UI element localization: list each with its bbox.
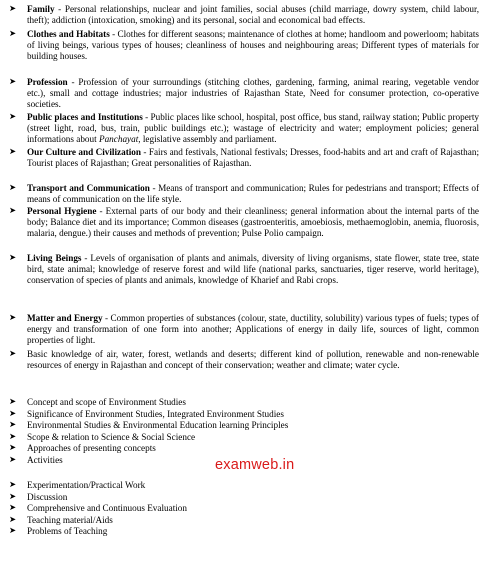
right-arrowhead-icon: ➤ — [9, 206, 17, 216]
list-item: ➤ Teaching material/Aids — [9, 514, 113, 525]
section-family — [9, 4, 479, 26]
list-item: ➤ Problems of Teaching — [9, 526, 108, 536]
list-item: ➤ Comprehensive and Continuous Evaluation — [9, 503, 187, 513]
section-title: Personal Hygiene — [27, 206, 97, 216]
section-text: Basic knowledge of air, water, forest, wetlands and deserts; different kind of pollution, renewable and non-renewable resources of energy in Rajasthan and concept of their conservation; weather and climate; water cycle. — [27, 349, 479, 371]
section-title: Our Culture and Civilization — [27, 147, 142, 157]
section-title: Public places and Institutions — [27, 112, 143, 122]
section-text: - Means of transport and communication; Rules for pedestrians and transport; Effects of means of communication on the life style. — [27, 183, 480, 205]
right-arrowhead-icon: ➤ — [9, 112, 17, 122]
section-text-before: - Public places like school, hospital, post office, bus stand, railway station; Public property (street light, road, bus, train, public buildings etc.); wastage of electricity and water; employment policies; general informations about — [27, 112, 479, 145]
list-item: ➤ Concept and scope of Environment Studies — [9, 397, 186, 407]
section-public-places — [9, 112, 479, 146]
right-arrowhead-icon: ➤ — [9, 183, 17, 193]
section-profession — [9, 77, 479, 111]
section-matter-energy — [9, 313, 479, 347]
right-arrowhead-icon: ➤ — [9, 349, 17, 359]
section-text-italic: Panchayat — [98, 134, 139, 145]
section-text: - Clothes for different seasons; maintenance of clothes at home; handloom and powerloom; habitats of living beings, various types of houses; cleanliness of houses and neighbouring areas; Different types of materials for building houses. — [27, 29, 480, 62]
section-text: - Fairs and festivals, National festivals; Dresses, food-habits and art and craft of Rajasthan; Tourist places of Rajasthan; Great personalities of Rajasthan. — [27, 147, 479, 169]
list-item: ➤ Experimentation/Practical Work — [9, 480, 146, 490]
right-arrowhead-icon: ➤ — [9, 313, 17, 323]
right-arrowhead-icon: ➤ — [9, 420, 17, 430]
section-text: - Levels of organisation of plants and animals, diversity of living organisms, state flower, state tree, state bird, state animal; knowledge of reserve forest and wild life (national parks, sanctuaries, tiger reserve, world heritage), conservation of species of plants and animals, knowledge of Kharief and Rabi crops. — [27, 253, 479, 286]
section-title: Transport and Communication — [27, 183, 150, 193]
list-item: ➤ Scope & relation to Science & Social Science — [9, 431, 196, 442]
right-arrowhead-icon: ➤ — [9, 253, 17, 263]
right-arrowhead-icon: ➤ — [9, 455, 17, 465]
section-title: Matter and Energy — [27, 313, 103, 323]
right-arrowhead-icon: ➤ — [9, 4, 17, 14]
watermark: examweb.in — [215, 457, 295, 473]
section-basic-knowledge — [9, 349, 479, 371]
section-personal-hygiene — [9, 206, 479, 240]
list-item: ➤ Approaches of presenting concepts — [9, 443, 156, 453]
section-living-beings — [9, 253, 479, 287]
section-transport-communication — [9, 183, 479, 205]
section-text: - Profession of your surroundings (stitching clothes, gardening, farming, animal rearing, vegetable vendor etc.), small and cottage industries; major industries of Rajasthan State, Need for consumer protection, co-operative societies. — [27, 77, 479, 110]
right-arrowhead-icon: ➤ — [9, 491, 17, 502]
list-item: ➤ Significance of Environment Studies, Integrated Environment Studies — [9, 408, 284, 419]
list-item: ➤ Environmental Studies & Environmental Education learning Principles — [9, 420, 289, 430]
right-arrowhead-icon: ➤ — [9, 147, 17, 157]
right-arrowhead-icon: ➤ — [9, 526, 17, 536]
right-arrowhead-icon: ➤ — [9, 480, 17, 490]
list-item: ➤ Activities — [9, 455, 63, 465]
section-culture-civilization — [9, 147, 479, 169]
right-arrowhead-icon: ➤ — [9, 408, 17, 419]
section-title: Profession — [27, 77, 68, 87]
section-title: Clothes and Habitats — [27, 29, 110, 39]
section-title: Living Beings — [27, 253, 82, 263]
section-text-after: , legislative assembly and parliament. — [138, 134, 277, 145]
section-text: - Common properties of substances (colour, state, ductility, solubility) various types of fuels; types of energy and transformation of one form into another; Applications of energy in daily life, sources of light, common properties of light. — [27, 313, 479, 346]
right-arrowhead-icon: ➤ — [9, 77, 17, 87]
list-item: ➤ Discussion — [9, 491, 68, 502]
section-text: - Personal relationships, nuclear and joint families, social abuses (child marriage, dowry system, child labour, theft); addiction (intoxication, smoking) and its personal, social and economical bad effects. — [27, 4, 479, 26]
section-text: - External parts of our body and their cleanliness; general information about the internal parts of the body; Balance diet and its importance; Common diseases (gastroenteritis, amoebiosis, methaemoglobin, anemia, fluorosis, malaria, dengue.) their causes and methods of prevention; Pulse Polio campaign. — [27, 206, 479, 239]
right-arrowhead-icon: ➤ — [9, 397, 17, 407]
right-arrowhead-icon: ➤ — [9, 503, 17, 513]
right-arrowhead-icon: ➤ — [9, 29, 17, 39]
right-arrowhead-icon: ➤ — [9, 443, 17, 453]
section-title: Family — [27, 4, 55, 14]
section-clothes-and-habitats — [9, 29, 479, 63]
right-arrowhead-icon: ➤ — [9, 431, 17, 442]
right-arrowhead-icon: ➤ — [9, 514, 17, 525]
